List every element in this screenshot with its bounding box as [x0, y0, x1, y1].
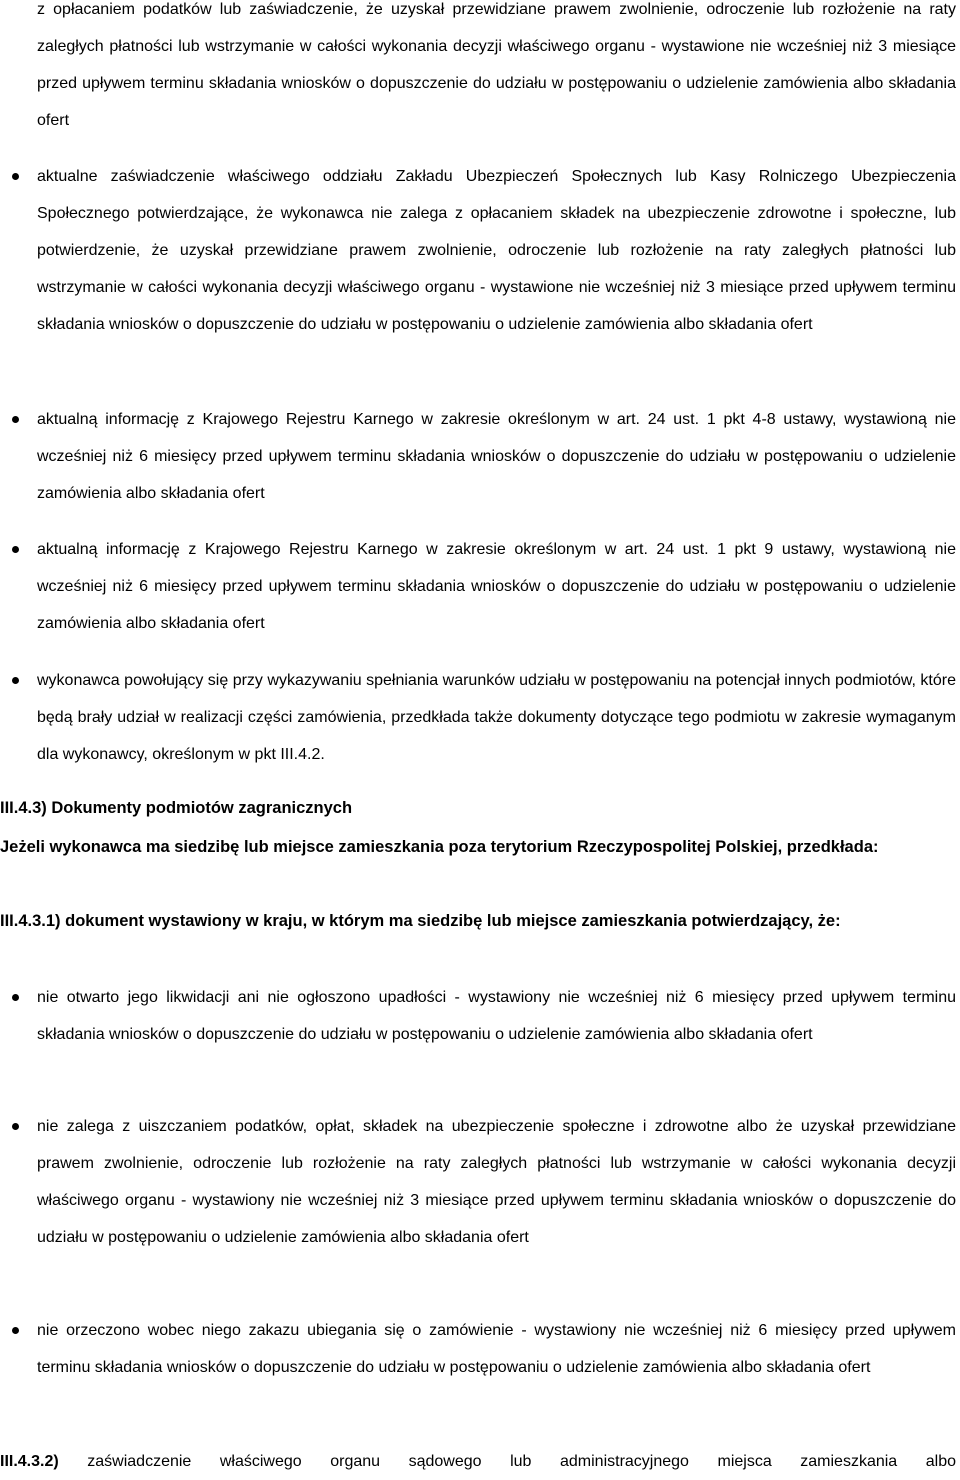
list-item-text: nie zalega z uiszczaniem podatków, opłat, składek na ubezpieczenie społeczne i zdrowotne albo że uzyskał przewidziane prawem zwolnienie, odroczenie lub rozłożenie na raty zaległych płatności lub wstrzymanie w całości wykonania decyzji właściwego organu - wystawiony nie wcześniej niż 3 miesiące przed upływem terminu składania wniosków o dopuszczenie do udziału w postępowaniu o udzielenie zamówienia albo składania ofert	[37, 1118, 956, 1246]
section-heading: III.4.3) Dokumenty podmiotów zagranicznych	[0, 799, 353, 817]
bullet-icon	[12, 994, 19, 1001]
bullet-icon	[12, 416, 19, 423]
bullet-icon	[12, 1123, 19, 1130]
final-line	[0, 1443, 956, 1480]
final-line-text: zaświadczenie właściwego organu sądowego lub administracyjnego miejsca zamieszkania albo	[87, 1453, 956, 1470]
section-subheading: Jeżeli wykonawca ma siedzibę lub miejsce zamieszkania poza terytorium Rzeczypospolitej Polskiej, przedkłada:	[0, 838, 879, 856]
intro-paragraph: z opłacaniem podatków lub zaświadczenie, że uzyskał przewidziane prawem zwolnienie, odroczenie lub rozłożenie na raty zaległych płatności lub wstrzymanie w całości wykonania decyzji właściwego organu - wystawione nie wcześniej niż 3 miesiące przed upływem terminu składania wniosków o dopuszczenie do udziału w postępowaniu o udzielenie zamówienia albo składania ofert	[37, 1, 956, 129]
bullet-icon	[12, 546, 19, 553]
list-item-text: nie otwarto jego likwidacji ani nie ogłoszono upadłości - wystawiony nie wcześniej niż 6 miesięcy przed upływem terminu składania wniosków o dopuszczenie do udziału w postępowaniu o udzielenie zamówienia albo składania ofert	[37, 989, 956, 1043]
bullet-icon	[12, 677, 19, 684]
bullet-icon	[12, 173, 19, 180]
list-item-text: aktualne zaświadczenie właściwego oddziału Zakładu Ubezpieczeń Społecznych lub Kasy Rolniczego Ubezpieczenia Społecznego potwierdzające, że wykonawca nie zalega z opłacaniem składek na ubezpieczenie zdrowotne i społeczne, lub potwierdzenie, że uzyskał przewidziane prawem zwolnienie, odroczenie lub rozłożenie na raty zaległych płatności lub wstrzymanie w całości wykonania decyzji właściwego organu - wystawione nie wcześniej niż 3 miesiące przed upływem terminu składania wniosków o dopuszczenie do udziału w postępowaniu o udzielenie zamówienia albo składania ofert	[37, 168, 956, 333]
list-item-text: nie orzeczono wobec niego zakazu ubiegania się o zamówienie - wystawiony nie wcześniej niż 6 miesięcy przed upływem terminu składania wniosków o dopuszczenie do udziału w postępowaniu o udzielenie zamówienia albo składania ofert	[37, 1322, 956, 1376]
final-line-label: III.4.3.2)	[0, 1453, 59, 1470]
subsection-heading: III.4.3.1) dokument wystawiony w kraju, w którym ma siedzibę lub miejsce zamieszkania potwierdzający, że:	[0, 912, 841, 930]
list-item-text: aktualną informację z Krajowego Rejestru Karnego w zakresie określonym w art. 24 ust. 1 pkt 4-8 ustawy, wystawioną nie wcześniej niż 6 miesięcy przed upływem terminu składania wniosków o dopuszczenie do udziału w postępowaniu o udzielenie zamówienia albo składania ofert	[37, 411, 956, 502]
bullet-icon	[12, 1327, 19, 1334]
list-item-text: wykonawca powołujący się przy wykazywaniu spełniania warunków udziału w postępowaniu na potencjał innych podmiotów, które będą brały udział w realizacji części zamówienia, przedkłada także dokumenty dotyczące tego podmiotu w zakresie wymaganym dla wykonawcy, określonym w pkt III.4.2.	[37, 672, 956, 763]
list-item-text: aktualną informację z Krajowego Rejestru Karnego w zakresie określonym w art. 24 ust. 1 pkt 9 ustawy, wystawioną nie wcześniej niż 6 miesięcy przed upływem terminu składania wniosków o dopuszczenie do udziału w postępowaniu o udzielenie zamówienia albo składania ofert	[37, 541, 956, 632]
